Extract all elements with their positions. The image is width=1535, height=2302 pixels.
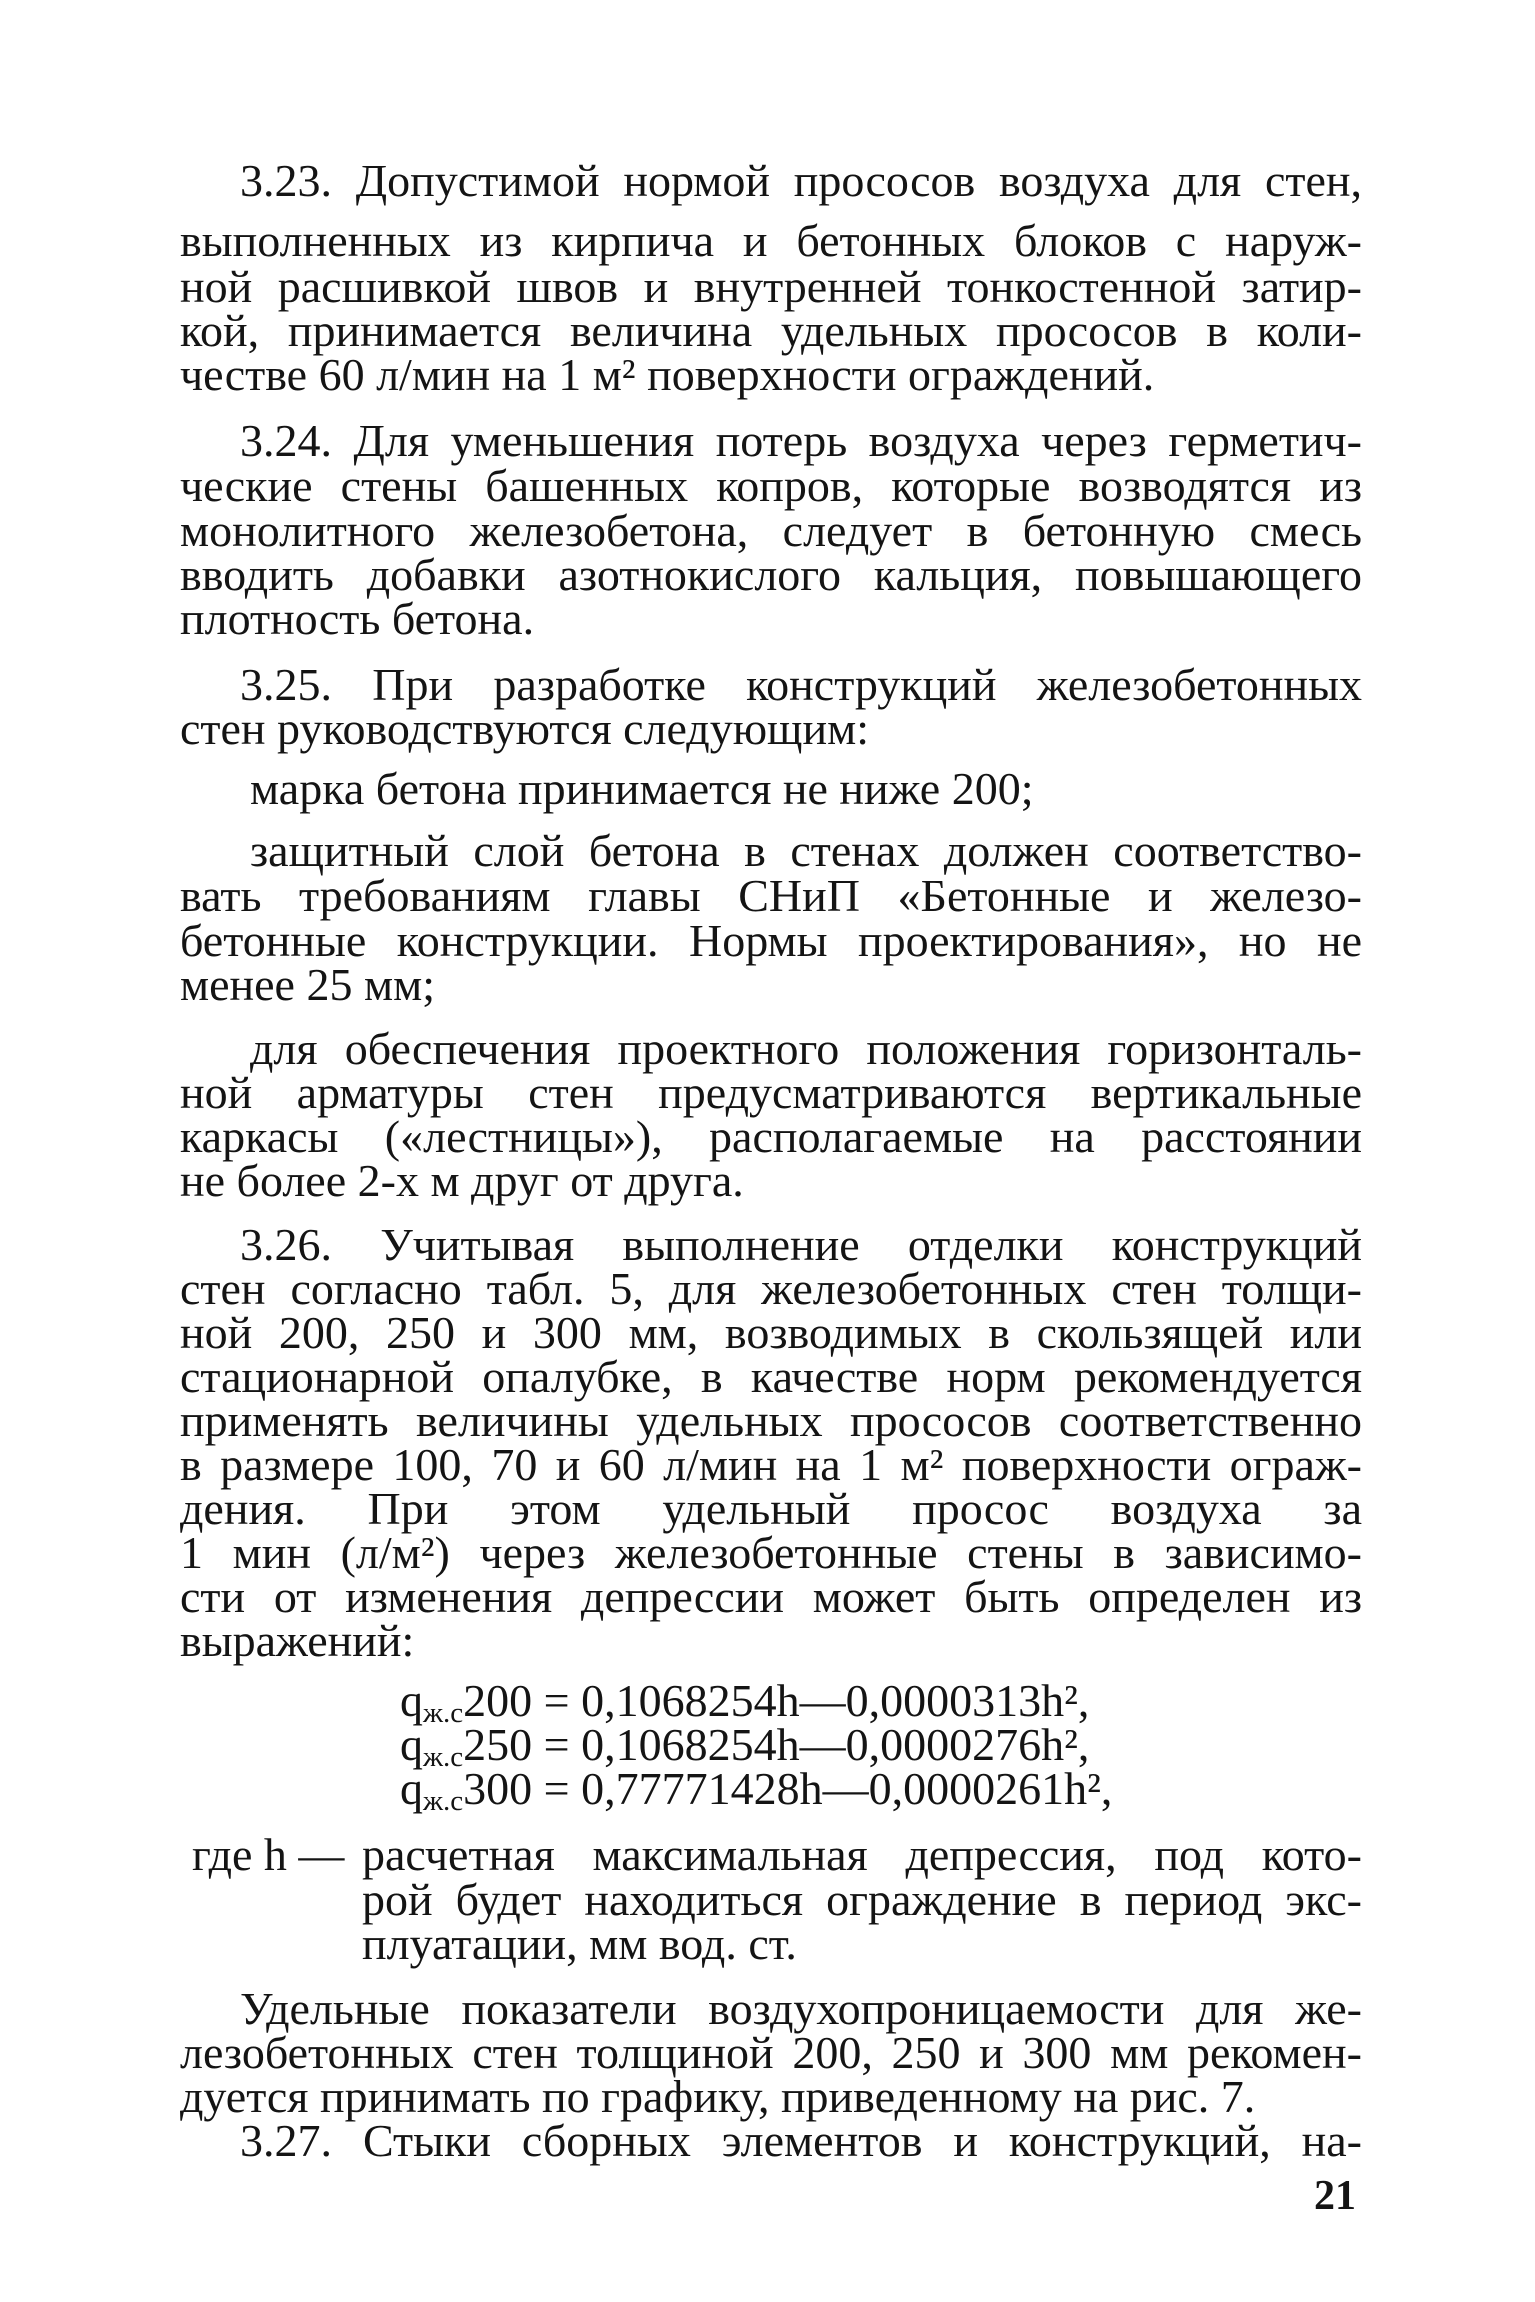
formula-symbol: q	[400, 1719, 423, 1770]
text-line: 3.24. Для уменьшения потерь воздуха через герметич-	[240, 415, 1362, 466]
text-line: ной 200, 250 и 300 мм, возводимых в скользящей или	[180, 1307, 1362, 1358]
text-line: применять величины удельных прососов соответственно	[180, 1395, 1362, 1446]
text-line: сти от изменения депрессии может быть определен из	[180, 1571, 1362, 1622]
formula-subscript: ж.с	[423, 1741, 464, 1773]
formula-symbol: q	[400, 1675, 423, 1726]
text-line: бетонные конструкции. Нормы проектирования», но не	[180, 915, 1362, 966]
text-line: вать требованиям главы СНиП «Бетонные и железо-	[180, 870, 1362, 921]
text-line: рой будет находиться ограждение в период экс-	[362, 1874, 1362, 1925]
text-line: дуется принимать по графику, приведенному на рис. 7.	[180, 2071, 1256, 2122]
text-line: 3.26. Учитывая выполнение отделки конструкций	[240, 1219, 1362, 1270]
text-line: плотность бетона.	[180, 593, 535, 644]
text-line: 1 мин (л/м²) через железобетонные стены в зависимо-	[180, 1527, 1362, 1578]
formula-expression: 250 = 0,1068254h—0,0000276h²,	[463, 1719, 1090, 1770]
text-line: вводить добавки азотнокислого кальция, повышающего	[180, 549, 1362, 600]
text-line: стационарной опалубке, в качестве норм рекомендуется	[180, 1351, 1362, 1402]
text-line: каркасы («лестницы»), располагаемые на расстоянии	[180, 1111, 1362, 1162]
text-line: дения. При этом удельный просос воздуха за	[180, 1483, 1362, 1534]
formula-expression: 200 = 0,1068254h—0,0000313h²,	[463, 1675, 1090, 1726]
text-line: менее 25 мм;	[180, 959, 435, 1010]
text-line: в размере 100, 70 и 60 л/мин на 1 м² поверхности ограж-	[180, 1439, 1362, 1490]
text-line: 3.25. При разработке конструкций железобетонных	[240, 659, 1362, 710]
text-line: честве 60 л/мин на 1 м² поверхности ограждений.	[180, 349, 1155, 400]
text-line: ческие стены башенных копров, которые возводятся из	[180, 460, 1362, 511]
page-number: 21	[1314, 2173, 1356, 2219]
formula-expression: 300 = 0,77771428h—0,0000261h²,	[463, 1763, 1113, 1814]
text-line: ной арматуры стен предусматриваются вертикальные	[180, 1067, 1362, 1118]
text-line: стен согласно табл. 5, для железобетонных стен толщи-	[180, 1263, 1362, 1314]
text-line: не более 2-х м друг от друга.	[180, 1155, 744, 1206]
text-line: Удельные показатели воздухопроницаемости для же-	[240, 1983, 1362, 2034]
formula-symbol: q	[400, 1763, 423, 1814]
text-line: выражений:	[180, 1615, 415, 1666]
text-line: марка бетона принимается не ниже 200;	[250, 763, 1034, 814]
text-line: лезобетонных стен толщиной 200, 250 и 300 мм рекомен-	[180, 2027, 1362, 2078]
text-line: выполненных из кирпича и бетонных блоков с наруж-	[180, 215, 1362, 266]
text-line: 3.27. Стыки сборных элементов и конструкций, на-	[240, 2115, 1362, 2166]
text-line: расчетная максимальная депрессия, под кото-	[362, 1829, 1362, 1880]
text-line: ной расшивкой швов и внутренней тонкостенной затир-	[180, 261, 1362, 312]
formula-subscript: ж.с	[423, 1697, 464, 1729]
text-line: плуатации, мм вод. ст.	[362, 1918, 797, 1969]
where-label: где h —	[192, 1829, 345, 1880]
text-line: стен руководствуются следующим:	[180, 703, 869, 754]
formula-subscript: ж.с	[423, 1785, 464, 1817]
text-line: для обеспечения проектного положения горизонталь-	[250, 1023, 1362, 1074]
text-line: 3.23. Допустимой нормой прососов воздуха для стен,	[240, 155, 1362, 206]
text-line: монолитного железобетона, следует в бетонную смесь	[180, 505, 1362, 556]
formula-4	[400, 1760, 1112, 1818]
text-line: кой, принимается величина удельных прососов в коли-	[180, 305, 1362, 356]
text-line: защитный слой бетона в стенах должен соответство-	[250, 825, 1362, 876]
